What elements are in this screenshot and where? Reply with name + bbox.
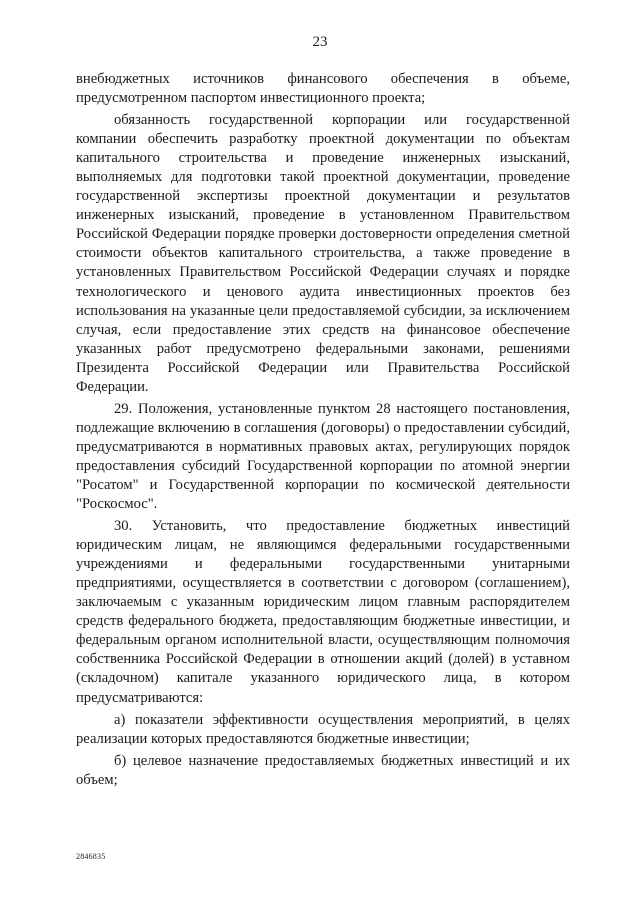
document-code: 2846835: [76, 852, 106, 861]
paragraph-clause-29: 29. Положения, установленные пунктом 28 настоящего постановления, подлежащие включению в соглашения (договоры) о предоставлении субсидий, предусматриваются в нормативных правовых актах, регулирующих порядок предоставления субсидий Государственной корпорации по атомной энергии "Росатом" и Государственной корпорации по космической деятельности "Роскосмос".: [76, 400, 570, 513]
paragraph-item-b: б) целевое назначение предоставляемых бюджетных инвестиций и их объем;: [76, 752, 570, 788]
paragraph-obligation: обязанность государственной корпорации или государственной компании обеспечить разработку проектной документации по объектам капитального строительства и проведение инженерных изысканий, выполняемых для подготовки такой проектной документации, проведение государственной экспертизы проектной документации и результатов инженерных изысканий, проведение в установленном Правительством Российской Федерации порядке проверки достоверности определения сметной стоимости объектов капитального строительства, а также проведение в установленных Правительством Российской Федерации случаях и порядке технологического и ценового аудита инвестиционных проектов без использования на указанные цели предоставляемой субсидии, за исключением случая, если предоставление этих средств на финансовое обеспечение указанных работ предусмотрено федеральными законами, решениями Президента Российской Федерации или Правительства Российской Федерации.: [76, 112, 570, 395]
paragraph-item-a: а) показатели эффективности осуществления мероприятий, в целях реализации которых предоставляются бюджетные инвестиции;: [76, 711, 570, 747]
document-body: [76, 70, 570, 790]
page-number: 23: [312, 34, 328, 50]
paragraph-clause-30: 30. Установить, что предоставление бюджетных инвестиций юридическим лицам, не являющимся федеральными государственными учреждениями и федеральными государственными унитарными предприятиями, осуществляется в соответствии с договором (соглашением), заключаемым с указанным юридическим лицом главным распорядителем средств федерального бюджета, предоставляющим бюджетные инвестиции, и федеральным органом исполнительной власти, осуществляющим полномочия собственника Российской Федерации в отношении акций (долей) в уставном (складочном) капитале указанного юридического лица, в котором предусматриваются:: [76, 518, 570, 706]
paragraph-continuation: внебюджетных источников финансового обеспечения в объеме, предусмотренном паспортом инвестиционного проекта;: [76, 71, 570, 107]
